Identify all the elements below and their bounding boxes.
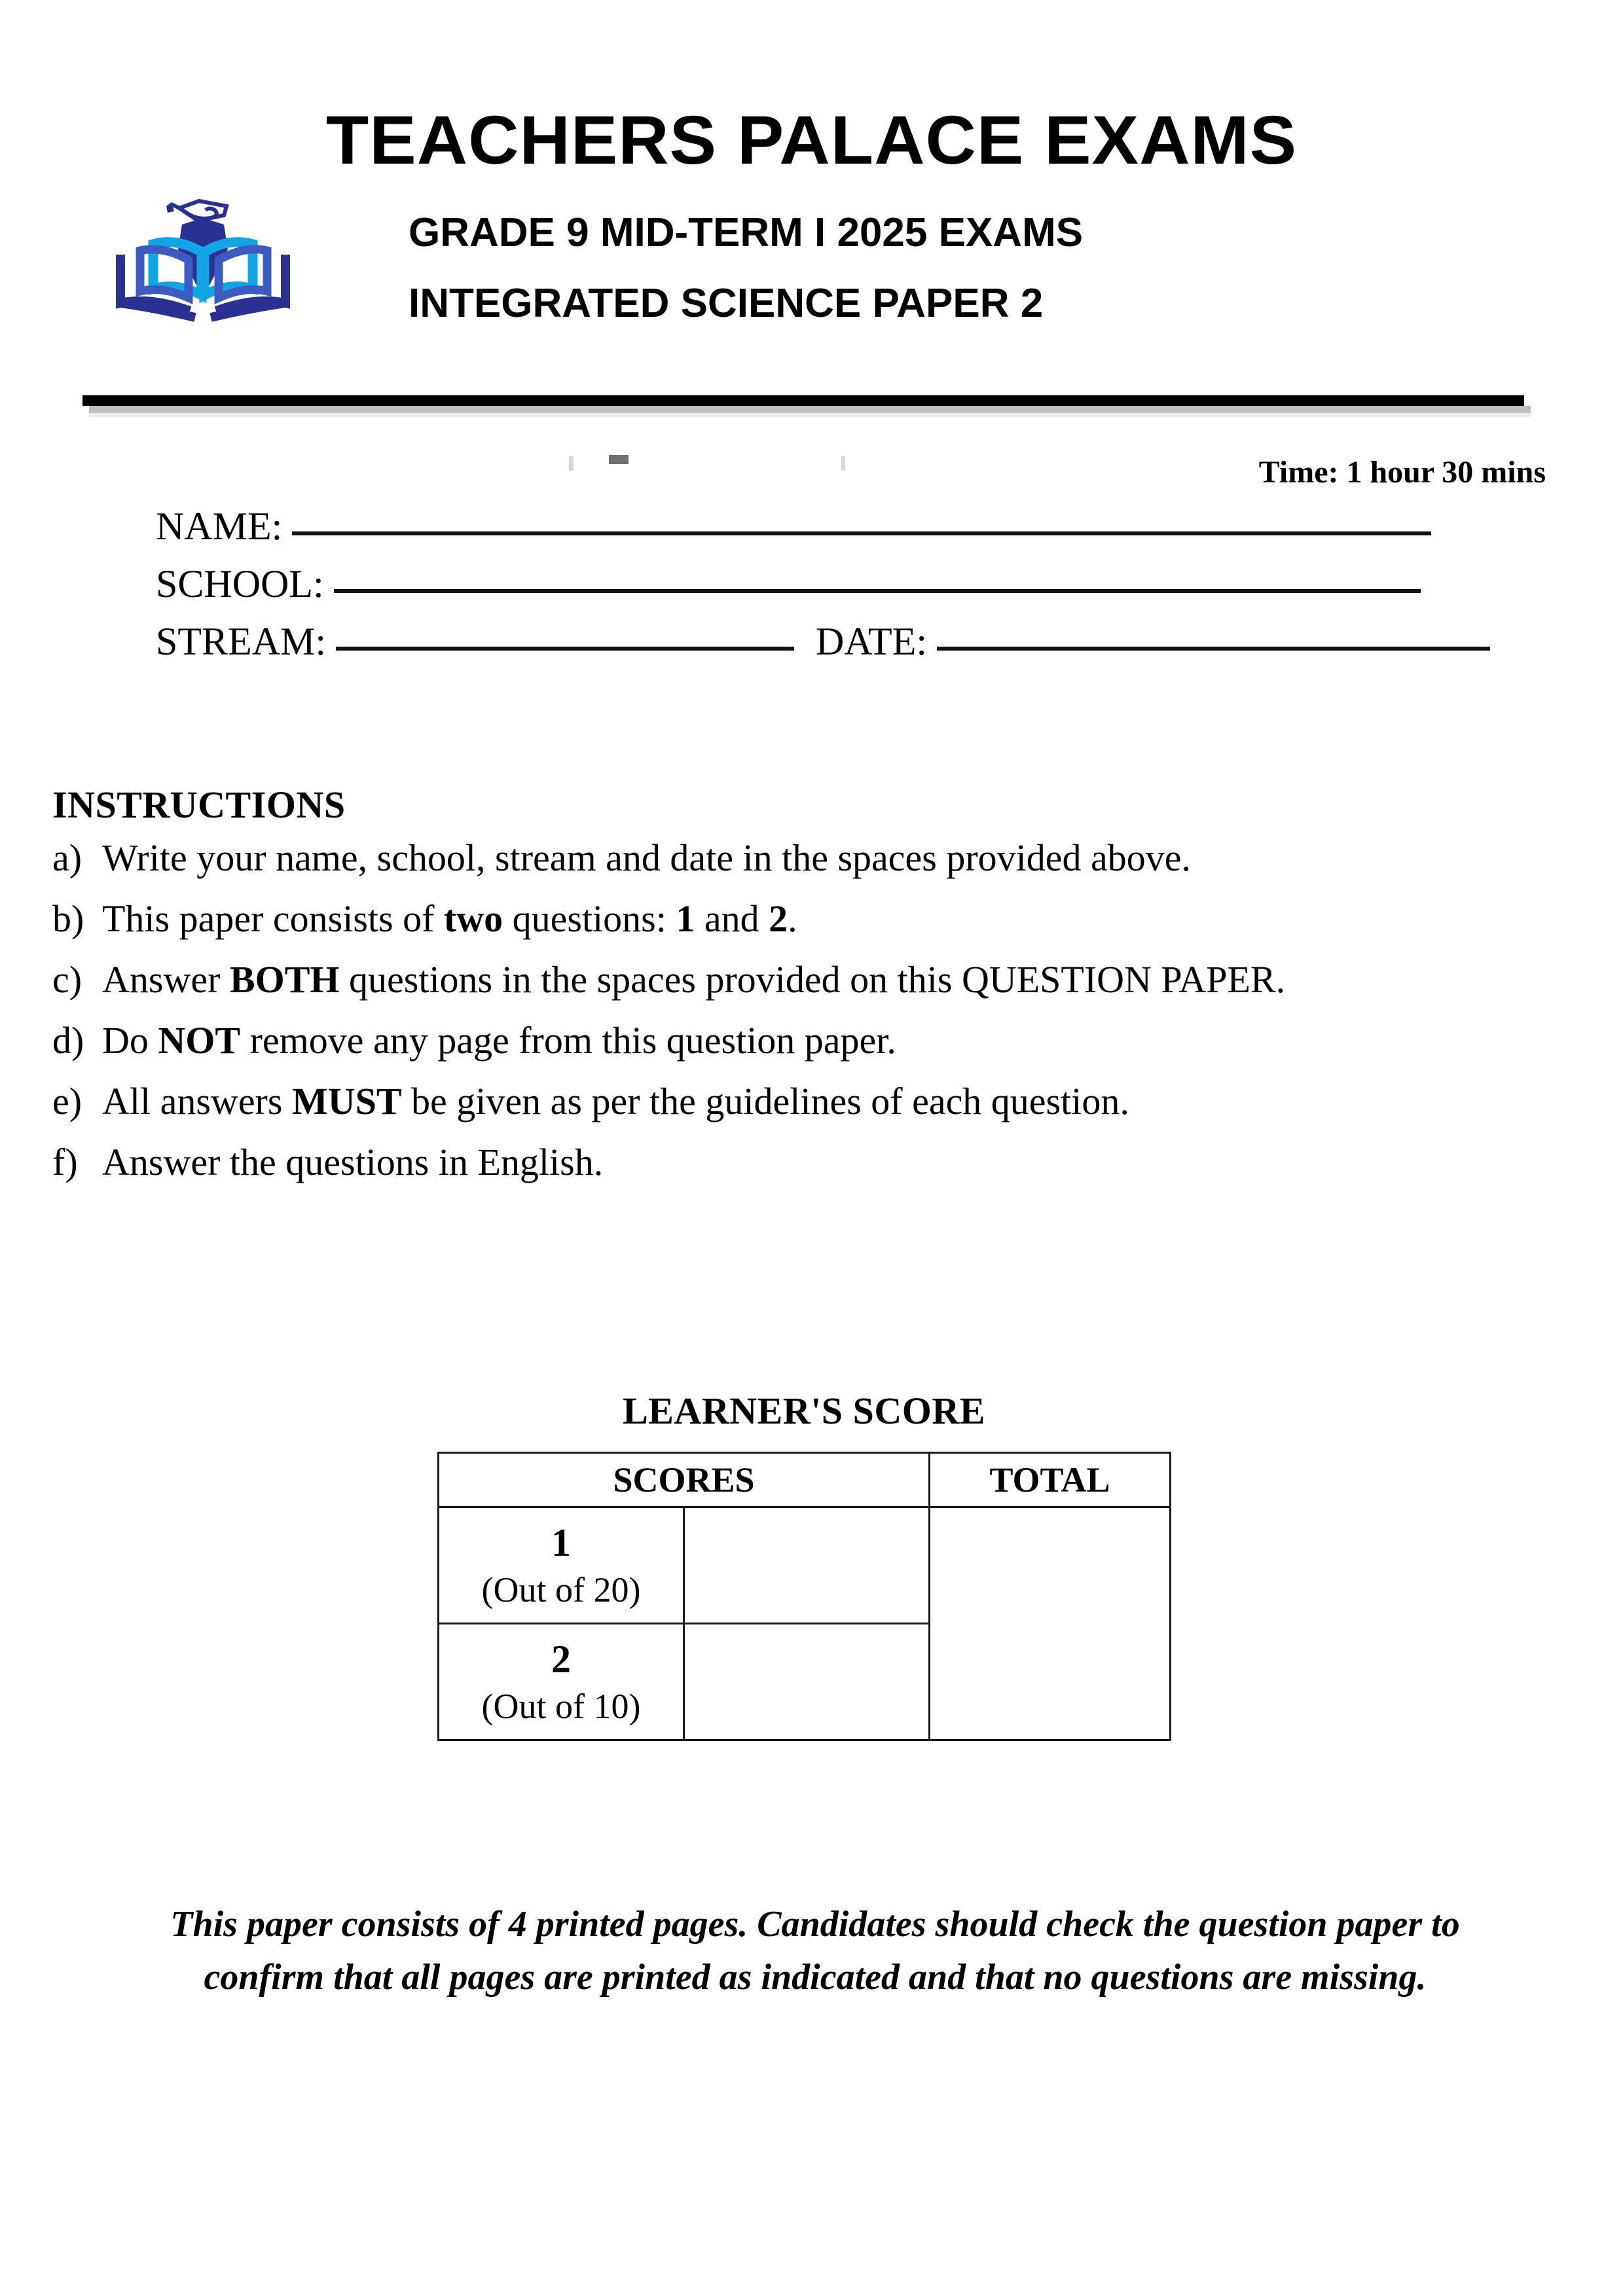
instructions-heading: INSTRUCTIONS (52, 783, 346, 826)
table-header-row (439, 1453, 1171, 1507)
school-input[interactable] (334, 589, 1421, 593)
question-1-label (439, 1507, 684, 1624)
exam-subtitle-term: GRADE 9 MID-TERM I 2025 EXAMS (409, 210, 1084, 255)
header-divider-shadow (89, 406, 1531, 413)
exam-subtitle-subject: INTEGRATED SCIENCE PAPER 2 (409, 281, 1044, 326)
school-logo-icon (111, 187, 295, 334)
name-field-row (156, 504, 1431, 549)
table-row (439, 1507, 1171, 1624)
header-divider (82, 395, 1524, 406)
footer-note-line-1: This paper consists of 4 printed pages. Candidates should check the question paper to (170, 1904, 1460, 1945)
footer-note (124, 1898, 1506, 2004)
instruction-marker: b) (52, 897, 84, 940)
question-number: 2 (551, 1638, 571, 1681)
total-header: TOTAL (930, 1453, 1171, 1507)
question-max: (Out of 10) (481, 1687, 641, 1726)
instruction-item (52, 1019, 1493, 1062)
question-2-label (439, 1624, 684, 1740)
instruction-marker: d) (52, 1019, 84, 1062)
instruction-marker: a) (52, 836, 82, 879)
scan-artifact (569, 456, 574, 471)
instruction-item (52, 958, 1493, 1001)
stream-date-field-row (156, 619, 1490, 664)
instruction-item (52, 1080, 1493, 1122)
instruction-text: All answers MUST be given as per the guidelines of each question. (102, 1080, 1129, 1122)
exam-duration: Time: 1 hour 30 mins (1258, 455, 1546, 490)
instruction-item (52, 897, 1493, 940)
question-2-score-cell[interactable] (684, 1624, 930, 1740)
school-field-label: SCHOOL: (156, 562, 324, 605)
instruction-text: This paper consists of two questions: 1 and 2. (102, 897, 797, 940)
name-field-label: NAME: (156, 505, 283, 548)
instruction-text: Write your name, school, stream and date in the spaces provided above. (102, 836, 1191, 879)
instruction-marker: e) (52, 1080, 82, 1122)
total-score-cell[interactable] (930, 1507, 1171, 1740)
question-number: 1 (551, 1521, 571, 1564)
stream-input[interactable] (336, 647, 794, 651)
name-input[interactable] (292, 531, 1431, 535)
scan-artifact (609, 455, 629, 464)
instruction-text: Answer the questions in English. (102, 1141, 604, 1183)
learner-score-table (437, 1452, 1171, 1741)
instruction-marker: f) (52, 1141, 78, 1183)
date-field-label: DATE: (816, 620, 928, 663)
instructions-list (52, 836, 1493, 1204)
scores-header: SCORES (439, 1453, 930, 1507)
instruction-marker: c) (52, 958, 82, 1001)
instruction-item (52, 836, 1493, 879)
stream-field-label: STREAM: (156, 620, 327, 663)
page-title: TEACHERS PALACE EXAMS (325, 102, 1298, 179)
date-input[interactable] (937, 647, 1490, 651)
question-max: (Out of 20) (481, 1570, 641, 1609)
scan-artifact (841, 456, 845, 471)
instruction-text: Do NOT remove any page from this question paper. (102, 1019, 896, 1062)
header-divider-shadow-light (89, 413, 1531, 417)
question-1-score-cell[interactable] (684, 1507, 930, 1624)
learner-score-title: LEARNER'S SCORE (623, 1390, 985, 1432)
instruction-text: Answer BOTH questions in the spaces provided on this QUESTION PAPER. (102, 958, 1286, 1001)
school-field-row (156, 562, 1421, 607)
instruction-item (52, 1143, 1493, 1181)
footer-note-line-2: confirm that all pages are printed as indicated and that no questions are missing. (204, 1957, 1427, 1998)
